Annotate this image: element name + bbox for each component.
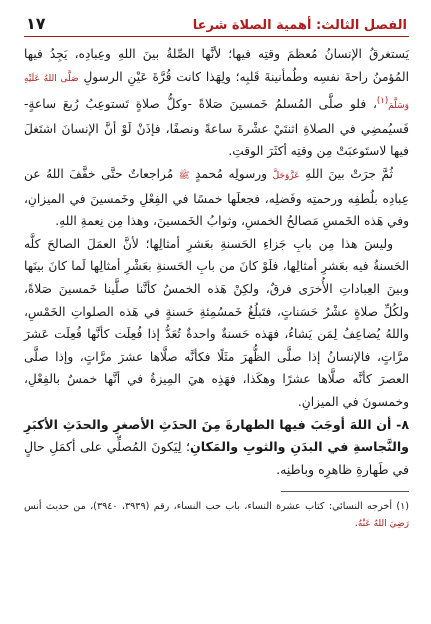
page-number: ١٧ (26, 14, 46, 33)
footnote (24, 498, 409, 533)
footnote-honorific: رَضِيَ اللهُ عَنْهُ (357, 519, 409, 530)
footnote-end: . (354, 518, 358, 530)
footnote-text: (١) أخرجه النسائي: كتاب عشرة النساء، باب حب النساء، رقم (٣٩٣٩، ٣٩٤٠)، من حديث أنس (24, 501, 409, 513)
paragraph-2 (24, 163, 409, 233)
page-header (24, 8, 409, 37)
chapter-title: الفصل الثالث: أهمية الصلاة شرعا (192, 18, 407, 33)
paragraph-1-text-a: يَستغرقُ الإنسانُ مُعظمَ وقتِه فيها؛ لأنَّها الصِّلةُ بينَ اللهِ وعِبادِه، يَجِدُ فيها المُؤمنُ راحةَ نفسِه وطُمأنينةَ قَلبِه؛ ولِهَذا كانت قُرَّةَ عَيْنِ الرسولِ (24, 47, 409, 84)
honorific-salawat-glyph: ﷺ (178, 171, 190, 182)
honorific-azza-wajal: عَزَّوَجَلَّ (272, 171, 300, 182)
point-8-heading: ٨- أن اللهَ أوجَبَ فيها الطهارةَ مِنَ الحدَثِ الأصغرِ والحدَثِ الأكبَرِ والنَّجاسةِ في البدَنِ والثوبِ والمَكانِ (24, 416, 409, 455)
paragraph-1-text-b: ، فلو صلَّى المُسلمُ خَمسينَ صَلاةً -وكلُّ صلاةٍ تَستوعِبُ رُبعَ ساعةٍ- فَسيُمضِي في الصلاةِ اثنتَيْ عشْرةَ ساعةً ونصفًا، فإذَنْ لَوْ أنَّ الإنسانَ اشتَغلَ فيها لاستَوعبَتْ مِن وقتِه أكثَرَ الوقتِ. (24, 97, 409, 159)
footnote-ref: (١) (376, 96, 389, 107)
paragraph-2-text-b: ورسولِه مُحمدٍ (189, 167, 273, 182)
honorific-salawat: صَلَّى اللهُ عَلَيْهِ وَسَلَّمَ (24, 73, 409, 112)
point-8 (24, 414, 409, 482)
paragraph-2-text-a: ثُمَّ جرَتْ بينَ اللهِ (299, 167, 393, 182)
paragraph-3: وليسَ هذا مِن بابِ جَزاءِ الحَسنةِ بعَشرِ أمثالِها؛ لأنَّ العمَلَ الصالحَ كلَّه الحَسنةُ فيه بعَشرِ أمثالِها، فلَوْ كانَ من بابِ الحَسنةِ بعَشْرِ أمثالِها لَما كانَ بينَها وبينَ العِباداتِ الأُخرَى فرقٌ، ولكِنْ هَذه الخمسُ كأنَّنا صلَّينا خَمسينَ صَلاةً، ولكُلِّ صلاةٍ عشْرُ حَسَناتٍ، فتَبلُغُ خَمسُمِئةِ حَسنةٍ في هَذه الصلواتِ الخَمْسِ، واللهُ يُضاعِفُ لِمَن يَشاءُ، فهَذه حَسنةٌ واحدةٌ تُعَدُّ إذا فُعِلَت كأنَّها فُعِلَت عَشرَ مرَّاتٍ، فالإنسانُ إذا صلَّى الظُّهرَ مثَلًا فكأنَّه صلَّاها عشرَ مرَّاتٍ، وإذا صلَّى العصرَ كأنَّه صلَّاها عشرًا وهكَذا، فهَذِه هيَ المِيزةُ في أنَّها خمسٌ بالفِعْلِ، وخمسونَ في الميزانِ. (24, 236, 409, 409)
paragraph-1 (24, 43, 409, 163)
paragraph-2-text-c: مُراجعاتٌ حتَّى خفَّفَ اللهُ عن عِبادِه بلُطفِه ورحمتِه وفَضلِه، فجعلَها خمسًا في الفِعْلِ وخَمسينَ في الميزانِ، وفي هَذه الخَمسِ مَصالحُ الخمسِ، وثوابُ الخَمسينَ، وهذا مِن نِعمةِ اللهِ. (24, 167, 409, 229)
page-body (24, 43, 409, 481)
point-8-tail: ؛ لِيَكونَ المُصلِّي على أكمَلِ حالٍ في طَهارةِ ظاهرِه وباطنِه. (24, 439, 409, 477)
footnote-separator (281, 491, 409, 492)
